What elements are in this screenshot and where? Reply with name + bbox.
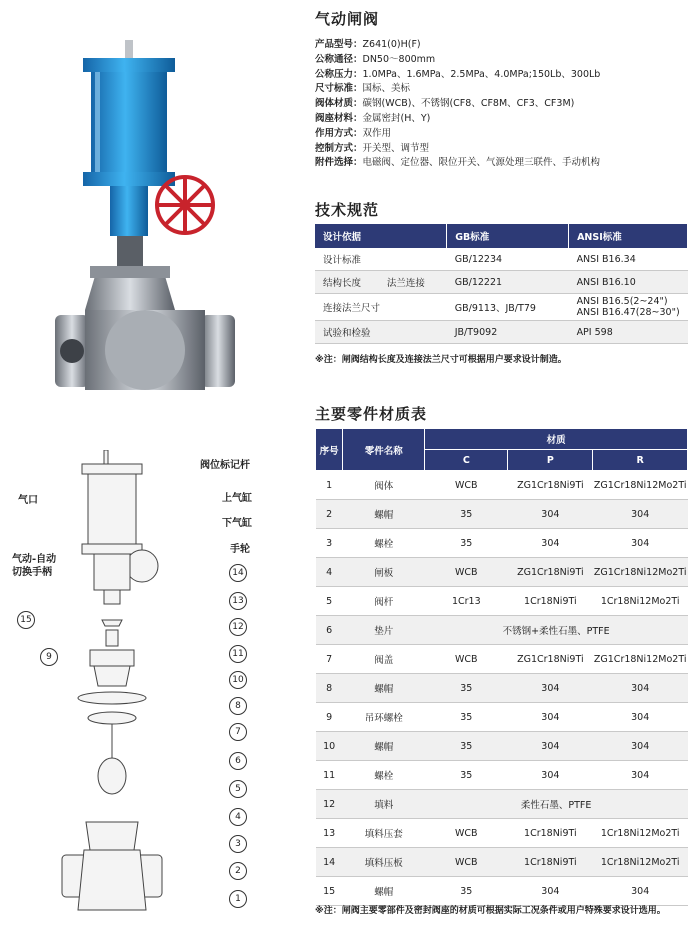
- cell: 1Cr18Ni9Ti: [508, 848, 593, 877]
- cell: 法兰连接: [379, 271, 447, 294]
- spec-value: 国标、美标: [362, 83, 411, 95]
- table-row: [316, 761, 688, 790]
- callout-number: 13: [229, 592, 247, 610]
- cell: 304: [508, 674, 593, 703]
- table-row: [316, 587, 688, 616]
- header-material: 材质: [425, 429, 688, 450]
- header-gb: GB标准: [447, 224, 569, 248]
- table-row: [316, 877, 688, 906]
- cell: ZG1Cr18Ni9Ti: [508, 558, 593, 587]
- cell: 15: [316, 877, 343, 906]
- cell: 螺帽: [343, 877, 425, 906]
- spec-value: 金属密封(H、Y): [362, 112, 431, 124]
- cell: 柔性石墨、PTFE: [425, 790, 688, 819]
- callout-number: 14: [229, 564, 247, 582]
- callout-number: 3: [229, 835, 247, 853]
- table-row: [316, 471, 688, 500]
- cell: 1: [316, 471, 343, 500]
- cell: 13: [316, 819, 343, 848]
- valve-product-image: [55, 40, 235, 410]
- cell: ZG1Cr18Ni12Mo2Ti: [593, 471, 688, 500]
- standards-table: [315, 224, 688, 344]
- callout-number: 7: [229, 723, 247, 741]
- cell: ZG1Cr18Ni9Ti: [508, 645, 593, 674]
- table-row: [315, 294, 688, 321]
- cell: 螺帽: [343, 674, 425, 703]
- callout-number: 10: [229, 671, 247, 689]
- callout-lower-cylinder: 下气缸: [222, 518, 252, 529]
- cell: 35: [425, 732, 508, 761]
- header-no: 序号: [316, 429, 343, 471]
- cell: 35: [425, 529, 508, 558]
- cell: WCB: [425, 471, 508, 500]
- cell: 1Cr18Ni9Ti: [508, 819, 593, 848]
- table-row: [316, 819, 688, 848]
- callout-number: 12: [229, 618, 247, 636]
- cell: 304: [593, 674, 688, 703]
- cell: 2: [316, 500, 343, 529]
- cell: 6: [316, 616, 343, 645]
- cell: 5: [316, 587, 343, 616]
- parts-material-table: [315, 428, 688, 906]
- spec-item: [315, 82, 600, 97]
- cell: 1Cr18Ni9Ti: [508, 587, 593, 616]
- header-ansi: ANSI标准: [569, 224, 688, 248]
- table-row: [315, 271, 688, 294]
- spec-item: [315, 38, 600, 53]
- cell: 304: [593, 877, 688, 906]
- cell: 35: [425, 761, 508, 790]
- cell: 9: [316, 703, 343, 732]
- table-row: [316, 529, 688, 558]
- spec-key: 附件选择：: [315, 157, 363, 169]
- cell: 1Cr18Ni12Mo2Ti: [593, 587, 688, 616]
- cell: 填料压套: [343, 819, 425, 848]
- table-row: [316, 645, 688, 674]
- cell: 阀盖: [343, 645, 425, 674]
- callout-upper-cylinder: 上气缸: [222, 493, 252, 504]
- spec-item: [315, 127, 600, 142]
- table-row: [316, 500, 688, 529]
- cell: 304: [593, 732, 688, 761]
- callout-air-port: 气口: [18, 495, 38, 506]
- cell: 螺帽: [343, 500, 425, 529]
- spec-value: 电磁阀、定位器、限位开关、气源处理三联件、手动机构: [362, 157, 601, 169]
- table-row: [316, 616, 688, 645]
- spec-item: [315, 68, 600, 83]
- table-row: [316, 790, 688, 819]
- spec-key: 阀体材质：: [315, 98, 363, 110]
- callout-number: 5: [229, 780, 247, 798]
- spec-value: Z641(0)H(F): [362, 39, 421, 50]
- cell: WCB: [425, 558, 508, 587]
- spec-item: [315, 142, 600, 157]
- cell: ANSI B16.34: [569, 248, 688, 271]
- callout-number: 1: [229, 890, 247, 908]
- cell: 闸板: [343, 558, 425, 587]
- cell: 304: [593, 500, 688, 529]
- cell: 35: [425, 703, 508, 732]
- cell: 填料压板: [343, 848, 425, 877]
- callout-indicator-rod: 阀位标记杆: [200, 460, 250, 471]
- spec-value: 1.0MPa、1.6MPa、2.5MPa、4.0MPa;150Lb、300Lb: [362, 68, 601, 80]
- cell: 14: [316, 848, 343, 877]
- spec-list: [315, 38, 600, 171]
- table-row: [316, 558, 688, 587]
- callout-number: 6: [229, 752, 247, 770]
- cell: WCB: [425, 819, 508, 848]
- cell: 35: [425, 877, 508, 906]
- parts-material-heading: 主要零件材质表: [315, 405, 428, 423]
- cell: 35: [425, 500, 508, 529]
- callout-switch-handle-line2: 切换手柄: [12, 567, 52, 578]
- cell: WCB: [425, 848, 508, 877]
- cell: 304: [508, 500, 593, 529]
- cell: 设计标准: [315, 248, 447, 271]
- cell: 试验和检验: [315, 321, 447, 344]
- cell: JB/T9092: [447, 321, 569, 344]
- cell: 304: [508, 529, 593, 558]
- tech-spec-heading: 技术规范: [315, 201, 380, 219]
- cell: API 598: [569, 321, 688, 344]
- table-row: [316, 674, 688, 703]
- cell: 阀杆: [343, 587, 425, 616]
- cell: 不锈钢+柔性石墨、PTFE: [425, 616, 688, 645]
- spec-key: 作用方式：: [315, 127, 363, 139]
- cell: GB/12221: [447, 271, 569, 294]
- cell: 304: [508, 703, 593, 732]
- callout-number: 2: [229, 862, 247, 880]
- cell: WCB: [425, 645, 508, 674]
- cell: 1Cr18Ni12Mo2Ti: [593, 848, 688, 877]
- cell: 螺栓: [343, 761, 425, 790]
- cell: ZG1Cr18Ni12Mo2Ti: [593, 645, 688, 674]
- parts-table-body: [316, 471, 688, 906]
- callout-number: 15: [17, 611, 35, 629]
- header-basis: 设计依据: [315, 224, 447, 248]
- spec-value: 碳钢(WCB)、不锈钢(CF8、CF8M、CF3、CF3M): [362, 98, 575, 110]
- cell: GB/12234: [447, 248, 569, 271]
- spec-key: 控制方式：: [315, 142, 363, 154]
- product-title: 气动闸阀: [315, 10, 380, 28]
- cell: 垫片: [343, 616, 425, 645]
- spec-item: [315, 53, 600, 68]
- cell: 12: [316, 790, 343, 819]
- cell: ANSI B16.10: [569, 271, 688, 294]
- cell: 3: [316, 529, 343, 558]
- spec-value: 开关型、调节型: [362, 142, 430, 154]
- cell: 304: [508, 732, 593, 761]
- cell: 304: [593, 529, 688, 558]
- cell: 7: [316, 645, 343, 674]
- spec-value: DN50～800mm: [362, 53, 436, 65]
- cell: 阀体: [343, 471, 425, 500]
- header-c: C: [425, 450, 508, 471]
- cell: ZG1Cr18Ni12Mo2Ti: [593, 558, 688, 587]
- table-header-row: [316, 429, 688, 450]
- spec-key: 阀座材料：: [315, 112, 363, 124]
- spec-key: 尺寸标准：: [315, 83, 363, 95]
- callout-number: 4: [229, 808, 247, 826]
- cell-line: ANSI B16.47(28~30"): [576, 307, 680, 318]
- standards-note: ※注：闸阀结构长度及连接法兰尺寸可根据用户要求设计制造。: [315, 355, 567, 365]
- table-header-row: [315, 224, 688, 248]
- cell: 35: [425, 674, 508, 703]
- cell: 结构长度: [315, 271, 379, 294]
- cell: 1Cr13: [425, 587, 508, 616]
- cell: 螺帽: [343, 732, 425, 761]
- cell: 8: [316, 674, 343, 703]
- cell: 螺栓: [343, 529, 425, 558]
- spec-item: [315, 156, 600, 171]
- table-row: [315, 321, 688, 344]
- cell: ZG1Cr18Ni9Ti: [508, 471, 593, 500]
- cell: 连接法兰尺寸: [315, 294, 447, 321]
- callout-number: 9: [40, 648, 58, 666]
- cell: 10: [316, 732, 343, 761]
- cell: 1Cr18Ni12Mo2Ti: [593, 819, 688, 848]
- cell: 填料: [343, 790, 425, 819]
- cell: 304: [508, 761, 593, 790]
- header-part-name: 零件名称: [343, 429, 425, 471]
- cell: 吊环螺栓: [343, 703, 425, 732]
- table-row: [316, 848, 688, 877]
- cell: 4: [316, 558, 343, 587]
- cell: 304: [593, 761, 688, 790]
- spec-value: 双作用: [362, 127, 392, 139]
- table-row: [316, 703, 688, 732]
- header-p: P: [508, 450, 593, 471]
- spec-key: 产品型号：: [315, 39, 363, 50]
- table-row: [316, 732, 688, 761]
- spec-item: [315, 112, 600, 127]
- cell: 11: [316, 761, 343, 790]
- spec-key: 公称压力：: [315, 68, 363, 80]
- callout-number: 8: [229, 697, 247, 715]
- header-r: R: [593, 450, 688, 471]
- callout-switch-handle-line1: 气动-自动: [12, 554, 57, 565]
- cell: GB/9113、JB/T79: [447, 294, 569, 321]
- table-row: [315, 248, 688, 271]
- cell: [569, 294, 688, 321]
- spec-item: [315, 97, 600, 112]
- callout-number: 11: [229, 645, 247, 663]
- cell-line: ANSI B16.5(2~24"): [576, 296, 668, 307]
- callout-handwheel: 手轮: [230, 544, 250, 555]
- cell: 304: [593, 703, 688, 732]
- cell: 304: [508, 877, 593, 906]
- spec-key: 公称通径：: [315, 53, 363, 65]
- materials-note: ※注：闸阀主要零部件及密封阀座的材质可根据实际工况条件或用户特殊要求设计选用。: [315, 906, 666, 916]
